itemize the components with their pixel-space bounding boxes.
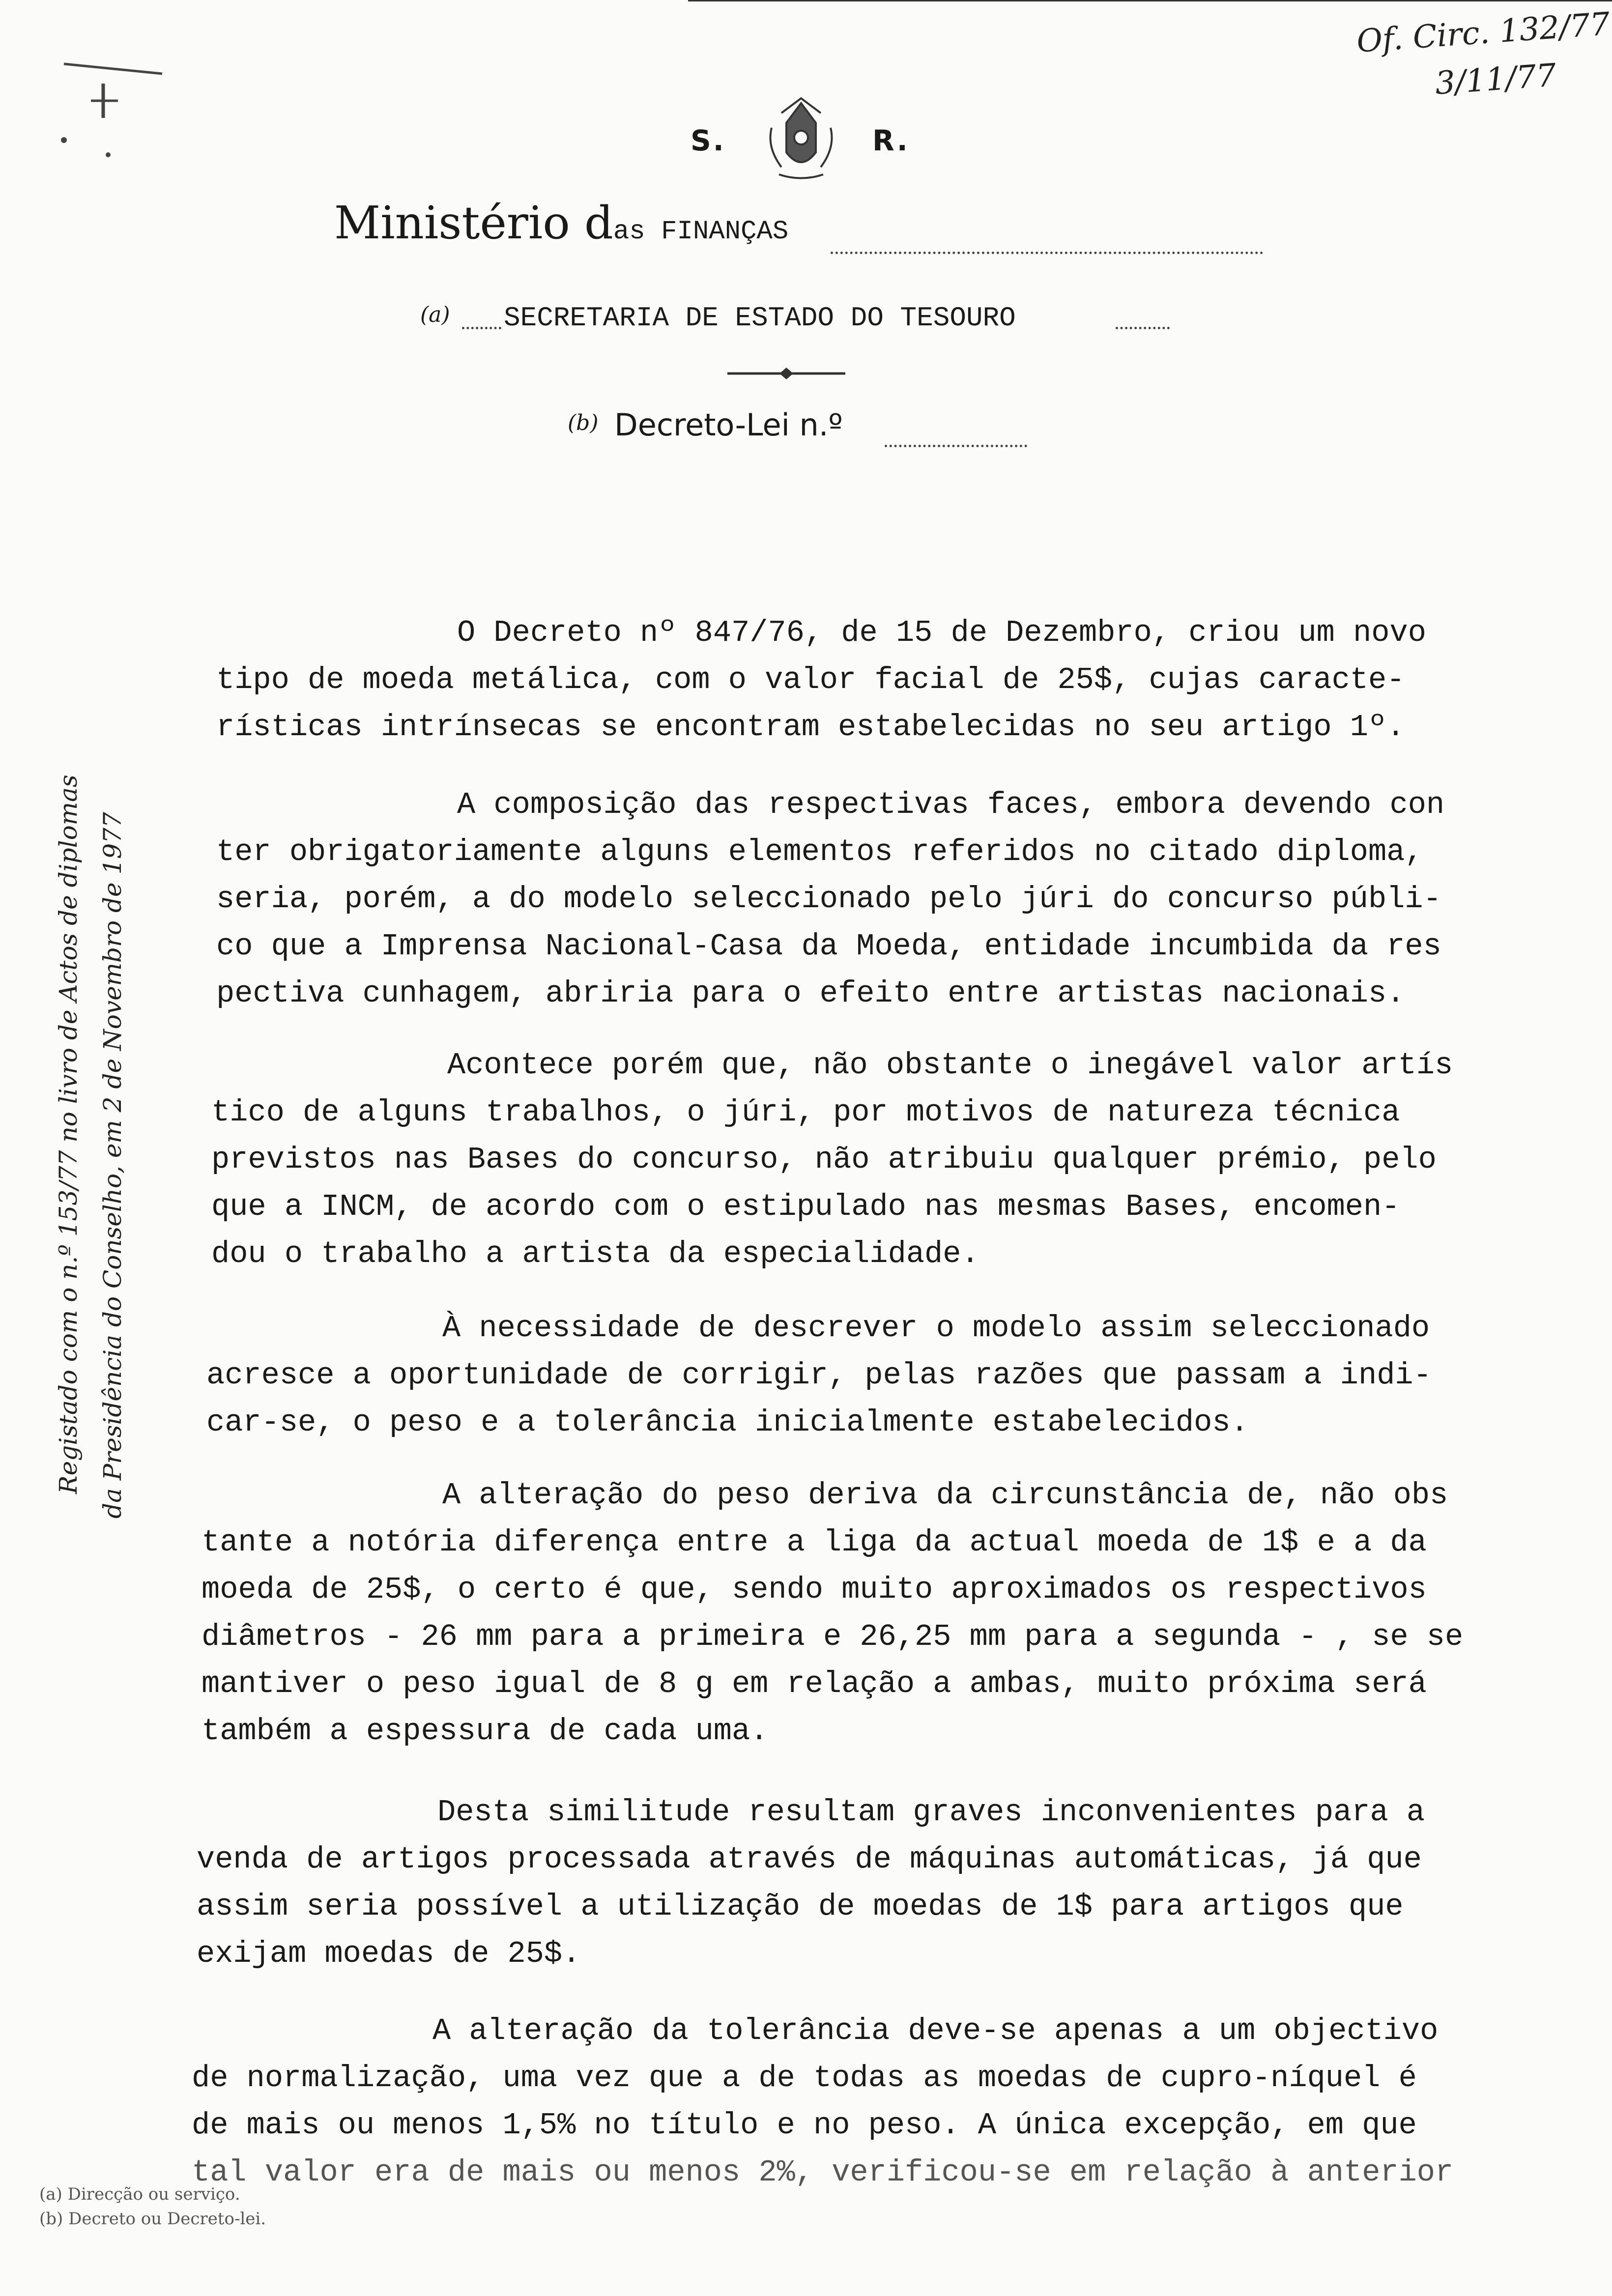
text-line: O Decreto nº 847/76, de 15 de Dezembro, criou um novo bbox=[457, 615, 1426, 650]
text-line: Desta similitude resultam graves inconvenientes para a bbox=[437, 1795, 1425, 1830]
margin-registration-line-1: Registado com o n.º 153/77 no livro de Actos de diplomas bbox=[54, 775, 83, 1494]
text-line: ter obrigatoriamente alguns elementos referidos no citado diploma, bbox=[216, 834, 1423, 869]
header-sr-left: S. bbox=[691, 124, 726, 157]
text-line: Acontece porém que, não obstante o inegável valor artís bbox=[447, 1048, 1453, 1083]
text-line: tal valor era de mais ou menos 2%, verificou-se em relação à anterior bbox=[192, 2155, 1454, 2190]
text-line: A alteração do peso deriva da circunstância de, não obs bbox=[442, 1478, 1448, 1513]
ministry-prefix: Ministério d bbox=[334, 197, 613, 249]
text-line: tipo de moeda metálica, com o valor facial de 25$, cujas caracte- bbox=[216, 662, 1405, 697]
ministry-name: as FINANÇAS bbox=[613, 217, 789, 247]
text-line: previstos nas Bases do concurso, não atribuiu qualquer prémio, pelo bbox=[211, 1142, 1437, 1177]
text-line: tico de alguns trabalhos, o júri, por motivos de natureza técnica bbox=[211, 1095, 1400, 1130]
text-line: A alteração da tolerância deve-se apenas a um objectivo bbox=[432, 2013, 1439, 2048]
text-line: acresce a oportunidade de corrigir, pelas razões que passam a indi- bbox=[206, 1358, 1432, 1393]
text-line: car-se, o peso e a tolerância inicialmente estabelecidos. bbox=[206, 1405, 1249, 1440]
text-line: A composição das respectivas faces, embora devendo con bbox=[457, 787, 1445, 822]
text-line: moeda de 25$, o certo é que, sendo muito aproximados os respectivos bbox=[202, 1572, 1427, 1607]
text-line: de normalização, uma vez que a de todas as moedas de cupro-níquel é bbox=[192, 2061, 1417, 2095]
handwritten-reference: Of. Circ. 132/77 bbox=[1355, 6, 1612, 60]
text-line: tante a notória diferença entre a liga da actual moeda de 1$ e a da bbox=[202, 1525, 1427, 1560]
text-line: de mais ou menos 1,5% no título e no peso. A única excepção, em que bbox=[192, 2108, 1417, 2143]
footnote-a: (a) Direcção ou serviço. bbox=[39, 2184, 240, 2204]
text-line: exijam moedas de 25$. bbox=[197, 1936, 581, 1971]
header-sr-right: R. bbox=[872, 124, 910, 157]
text-line: rísticas intrínsecas se encontram estabelecidas no seu artigo 1º. bbox=[216, 710, 1405, 745]
text-line: que a INCM, de acordo com o estipulado nas mesmas Bases, encomen- bbox=[211, 1189, 1400, 1224]
text-line: venda de artigos processada através de máquinas automáticas, já que bbox=[197, 1842, 1422, 1877]
text-line: À necessidade de descrever o modelo assim seleccionado bbox=[442, 1311, 1430, 1346]
footnote-b: (b) Decreto ou Decreto-lei. bbox=[39, 2209, 266, 2229]
text-line: co que a Imprensa Nacional-Casa da Moeda, entidade incumbida da res bbox=[216, 929, 1441, 964]
text-line: pectiva cunhagem, abriria para o efeito entre artistas nacionais. bbox=[216, 976, 1405, 1011]
text-line: seria, porém, a do modelo seleccionado pelo júri do concurso públi- bbox=[216, 882, 1441, 917]
secretaria-title: SECRETARIA DE ESTADO DO TESOURO bbox=[504, 302, 1016, 334]
label-b: (b) bbox=[568, 410, 599, 435]
text-line: diâmetros - 26 mm para a primeira e 26,25 mm para a segunda - , se se bbox=[202, 1619, 1464, 1654]
text-line: também a espessura de cada uma. bbox=[202, 1714, 769, 1749]
label-a: (a) bbox=[420, 302, 450, 327]
margin-registration-line-2: da Presidência do Conselho, em 2 de Novembro de 1977 bbox=[98, 812, 127, 1519]
text-line: dou o trabalho a artista da especialidade. bbox=[211, 1236, 979, 1271]
text-line: assim seria possível a utilização de moedas de 1$ para artigos que bbox=[197, 1889, 1404, 1924]
decree-label: Decreto-Lei n.º bbox=[614, 407, 843, 443]
handwritten-date: 3/11/77 bbox=[1434, 57, 1557, 102]
text-line: mantiver o peso igual de 8 g em relação a ambas, muito próxima será bbox=[202, 1666, 1427, 1701]
